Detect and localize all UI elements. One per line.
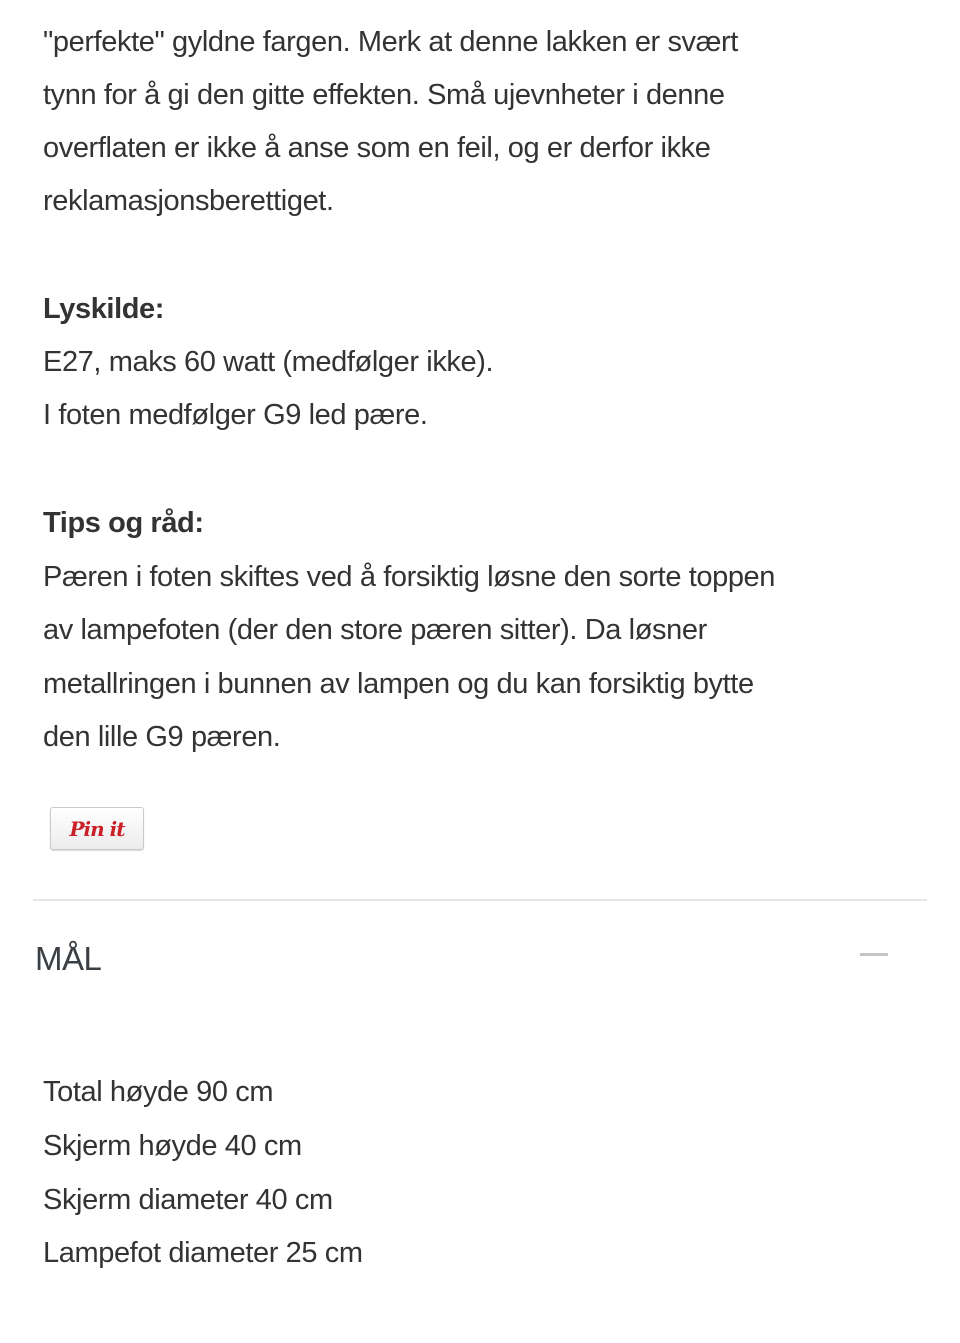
text-line: overflaten er ikke å anse som en feil, og er derfor ikke xyxy=(43,132,711,164)
dimension-line: Total høyde 90 cm xyxy=(43,1076,274,1108)
pin-button-label: Pin it xyxy=(69,816,125,841)
text-line: tynn for å gi den gitte effekten. Små ujevnheter i denne xyxy=(43,79,725,111)
pinterest-pin-button[interactable] xyxy=(50,807,144,850)
light-source-heading: Lyskilde: xyxy=(43,293,165,325)
dimensions-title: MÅL xyxy=(35,940,102,977)
text-line: reklamasjonsberettiget. xyxy=(43,185,334,217)
text-line: Pæren i foten skiftes ved å forsiktig løsne den sorte toppen xyxy=(43,561,776,593)
text-line: av lampefoten (der den store pæren sitter). Da løsner xyxy=(43,614,707,646)
text-line: "perfekte" gyldne fargen. Merk at denne lakken er svært xyxy=(43,26,738,58)
dimension-line: Skjerm diameter 40 cm xyxy=(43,1184,333,1216)
text-line: metallringen i bunnen av lampen og du kan forsiktig bytte xyxy=(43,668,754,700)
text-line: den lille G9 pæren. xyxy=(43,721,281,753)
minus-icon xyxy=(860,953,888,956)
dimension-line: Skjerm høyde 40 cm xyxy=(43,1130,302,1162)
tips-heading: Tips og råd: xyxy=(43,507,204,539)
divider xyxy=(33,899,927,901)
dimension-line: Lampefot diameter 25 cm xyxy=(43,1237,363,1269)
collapse-button[interactable] xyxy=(852,940,896,970)
text-line: E27, maks 60 watt (medfølger ikke). xyxy=(43,346,494,378)
text-line: I foten medfølger G9 led pære. xyxy=(43,399,428,431)
